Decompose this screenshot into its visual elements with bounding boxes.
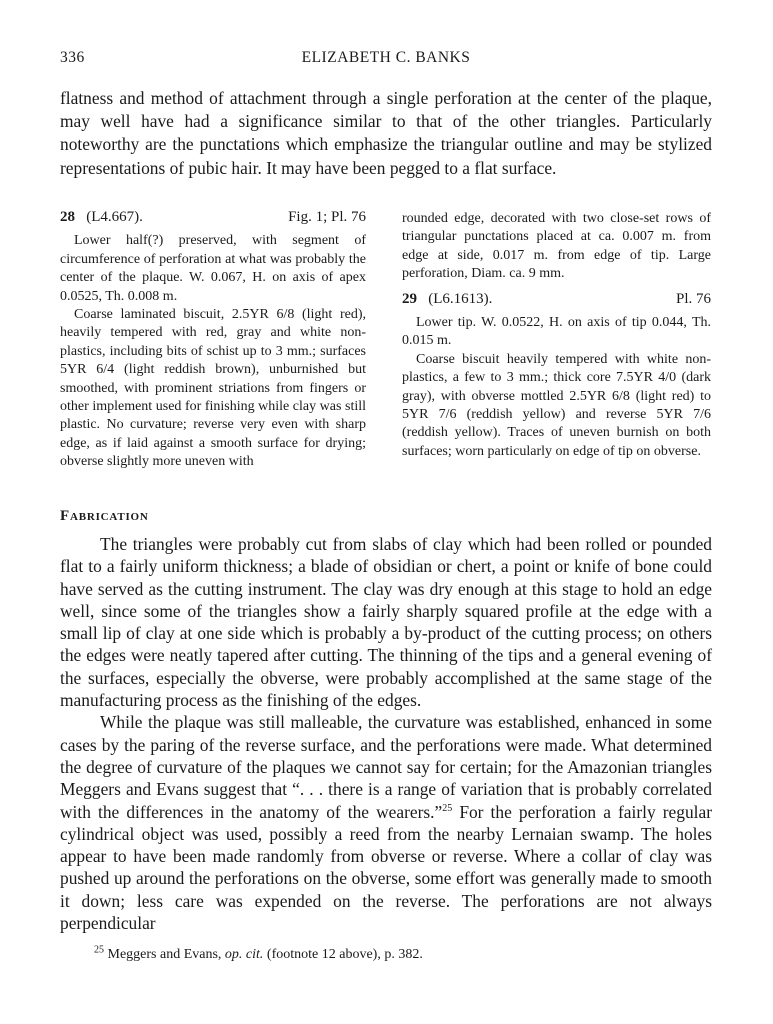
body-paragraph: The triangles were probably cut from slabs of clay which had been rolled or pounded flat to a fairly uniform thickness; a blade of obsidian or chert, a point or knife of bone could have served as the cutting instrument. The clay was dry enough at this stage to hold an edge well, since some of the triangles show a fairly sharply squared profile at the edge with a small lip of clay at one side which is probably a by-product of the cutting process; on others the edges were neatly tapered after cutting. The thinning of the tips and a general evening of the surfaces, especially the obverse, were probably accomplished at the same stage of the manufacturing process as the finishing of the edges. bbox=[60, 534, 712, 711]
catalog-column-right bbox=[402, 210, 711, 461]
catalog-reference: Fig. 1; Pl. 76 bbox=[288, 209, 366, 225]
catalog-description: Lower tip. W. 0.0522, H. on axis of tip 0.044, Th. 0.015 m. bbox=[402, 315, 711, 349]
catalog-description: Lower half(?) preserved, with segment of circumference of perforation at what was probably the center of the plaque. W. 0.067, H. on axis of apex 0.0525, Th. 0.008 m. bbox=[60, 233, 366, 304]
running-title: ELIZABETH C. BANKS bbox=[301, 49, 471, 66]
body-paragraph-text: For the perforation a fairly regular cylindrical object was used, possibly a reed from the nearby Lernaian swamp. The holes appear to have been made randomly from obverse or reverse. Where a collar of clay was pushed up around the perforations on the obverse, some effort was generally made to smooth it down; less care was expended on the reverse. The perforations are not always perpendicular bbox=[60, 801, 712, 934]
footnote bbox=[94, 944, 712, 963]
catalog-inventory: (L4.667). bbox=[86, 209, 143, 225]
catalog-inventory: (L6.1613). bbox=[428, 290, 493, 307]
catalog-entry-28-heading bbox=[60, 208, 366, 226]
catalog-fabric: Coarse laminated biscuit, 2.5YR 6/8 (light red), heavily tempered with red, gray and white non-plastics, including bits of schist up to 3 mm.; surfaces 5YR 6/4 (light reddish brown), unburnished but smoothed, with prominent striations from fingers or other implement used for finishing while clay was still plastic. No curvature; reverse very even with sharp edge, as if laid against a smooth surface for drying; obverse slightly more uneven with bbox=[60, 307, 366, 470]
footnote-reference[interactable]: 25 bbox=[442, 802, 453, 814]
catalog-column-left bbox=[60, 208, 366, 472]
footnote-text: (footnote 12 above), p. 382. bbox=[266, 947, 423, 962]
catalog-number: 28 bbox=[60, 209, 75, 225]
footnote-italic: op. cit. bbox=[224, 947, 264, 962]
footnote-number: 25 bbox=[94, 944, 104, 956]
body-paragraph-text: While the plaque was still malleable, the curvature was established, enhanced in some cases by the paring of the reverse surface, and the perforations were made. What determined the degree of curvature of the plaques we cannot say for certain; for the Amazonian triangles Meggers and Evans suggest that “. . . there is a range of variation that is probably correlated with the differences in the anatomy of the wearers.” bbox=[60, 712, 712, 822]
page-number: 336 bbox=[60, 49, 85, 66]
lead-paragraph: flatness and method of attachment through a single perforation at the center of the plaque, may well have had a significance similar to that of the other triangles. Particularly noteworthy are the punctations which emphasize the triangular outline and may be stylized representations of pubic hair. It may have been pegged to a flat surface. bbox=[60, 88, 712, 178]
footnote-text: Meggers and Evans, bbox=[107, 947, 222, 962]
catalog-number: 29 bbox=[402, 290, 417, 307]
section-heading: Fabrication bbox=[60, 508, 149, 524]
catalog-fabric-continued: rounded edge, decorated with two close-set rows of triangular punctations placed at ca. 0.007 m. from edge at side, 0.017 m. from edge of tip. Large perforation, Diam. ca. 9 mm. bbox=[402, 211, 711, 282]
catalog-entry-29-heading bbox=[402, 290, 711, 308]
body-paragraph bbox=[60, 711, 712, 934]
catalog-reference: Pl. 76 bbox=[675, 290, 711, 307]
page-header bbox=[60, 49, 712, 71]
catalog-fabric: Coarse biscuit heavily tempered with white non-plastics, a few to 3 mm.; thick core 7.5YR 4/0 (dark gray), with obverse mottled 2.5YR 6/8 (light red) to 5YR 7/6 (reddish yellow) and reverse 5YR 7/6 (reddish yellow). Traces of uneven burnish on both surfaces; worn particularly on edge of tip on obverse. bbox=[402, 351, 711, 459]
section-body bbox=[60, 533, 712, 934]
